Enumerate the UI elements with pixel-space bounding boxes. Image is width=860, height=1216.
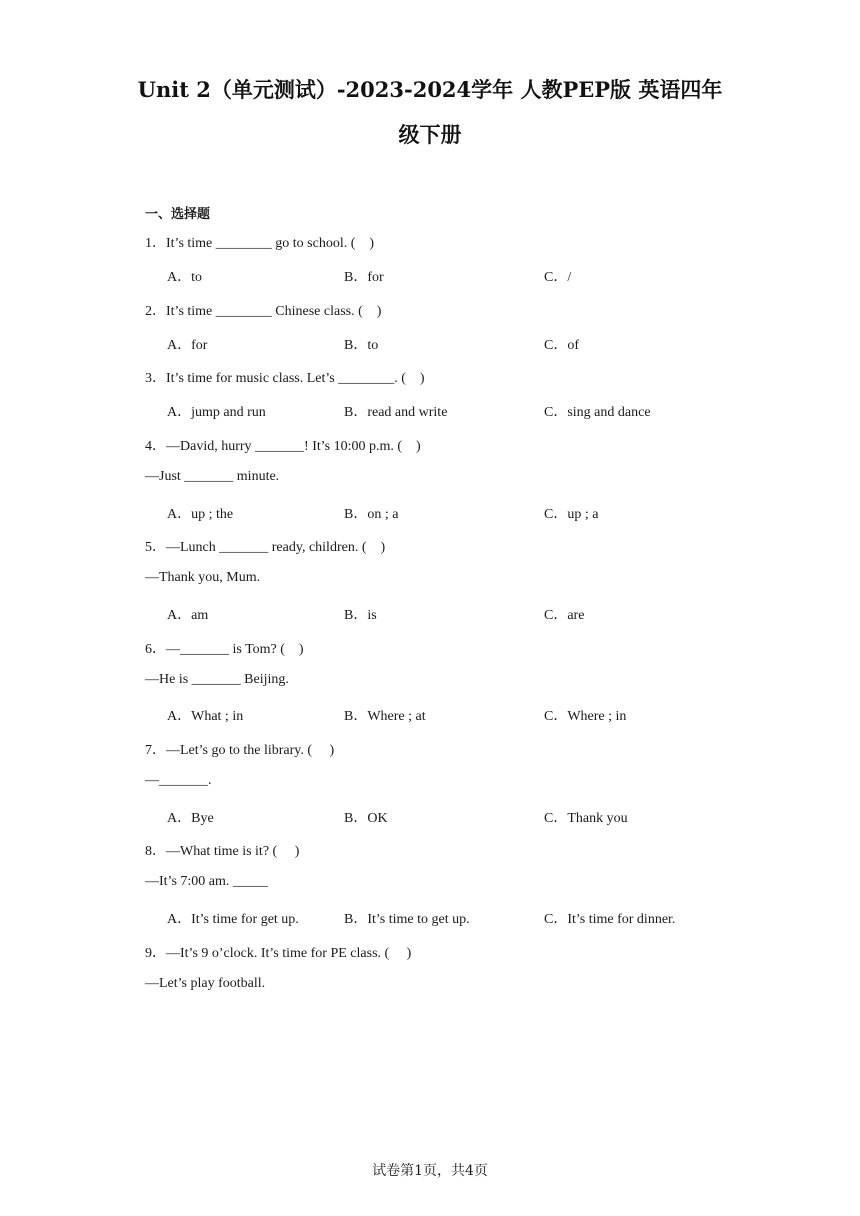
- option-c: C．sing and dance: [544, 405, 651, 420]
- question-2-options: [167, 334, 767, 354]
- option-c: C．are: [544, 608, 585, 623]
- question-4-options: [167, 503, 767, 523]
- question-2: 2．It’s time ________ Chinese class. ( ): [145, 304, 382, 319]
- option-c: C．up ; a: [544, 507, 599, 522]
- section-heading: 一、选择题: [145, 207, 211, 222]
- option-c: C．Thank you: [544, 811, 628, 826]
- question-6-options: [167, 705, 767, 725]
- question-9: 9．—It’s 9 o’clock. It’s time for PE class. ( ): [145, 946, 412, 961]
- option-b: B．It’s time to get up.: [344, 912, 470, 927]
- question-5: 5．—Lunch _______ ready, children. ( ): [145, 540, 386, 555]
- page-title: Unit 2（单元测试）-2023-2024学年 人教PEP版 英语四年: [137, 77, 723, 102]
- option-c: C．/: [544, 270, 572, 285]
- question-8-options: [167, 908, 767, 928]
- question-8-reply: —It’s 7:00 am. _____: [145, 874, 268, 889]
- question-7-options: [167, 807, 767, 827]
- question-5-reply: —Thank you, Mum.: [145, 570, 261, 585]
- question-4: 4．—David, hurry _______! It’s 10:00 p.m. ( ): [145, 439, 421, 454]
- option-a: A．What ; in: [167, 709, 244, 724]
- option-b: B．Where ; at: [344, 709, 426, 724]
- option-c: C．It’s time for dinner.: [544, 912, 676, 927]
- option-b: B．OK: [344, 811, 388, 826]
- option-b: B．on ; a: [344, 507, 399, 522]
- option-a: A．jump and run: [167, 405, 266, 420]
- question-4-reply: —Just _______ minute.: [145, 469, 280, 484]
- option-a: A．am: [167, 608, 209, 623]
- option-c: C．of: [544, 338, 579, 353]
- question-3: 3．It’s time for music class. Let’s ________. ( ): [145, 371, 425, 386]
- question-1-options: [167, 266, 767, 286]
- page-title-continued: 级下册: [398, 122, 462, 147]
- option-a: A．up ; the: [167, 507, 234, 522]
- question-9-reply: —Let’s play football.: [145, 976, 266, 991]
- question-1: 1．It’s time ________ go to school. ( ): [145, 236, 375, 251]
- option-a: A．to: [167, 270, 202, 285]
- question-5-options: [167, 604, 767, 624]
- option-a: A．It’s time for get up.: [167, 912, 299, 927]
- option-b: B．for: [344, 270, 384, 285]
- page-footer: 试卷第1页，共4页: [372, 1163, 488, 1179]
- option-c: C．Where ; in: [544, 709, 627, 724]
- question-7: 7．—Let’s go to the library. ( ): [145, 743, 335, 758]
- option-a: A．for: [167, 338, 208, 353]
- option-b: B．is: [344, 608, 377, 623]
- question-6-reply: —He is _______ Beijing.: [145, 672, 289, 687]
- question-8: 8．—What time is it? ( ): [145, 844, 300, 859]
- option-b: B．to: [344, 338, 379, 353]
- option-a: A．Bye: [167, 811, 214, 826]
- question-6: 6．—_______ is Tom? ( ): [145, 642, 304, 657]
- question-3-options: [167, 401, 767, 421]
- option-b: B．read and write: [344, 405, 448, 420]
- question-7-reply: —_______.: [145, 773, 212, 788]
